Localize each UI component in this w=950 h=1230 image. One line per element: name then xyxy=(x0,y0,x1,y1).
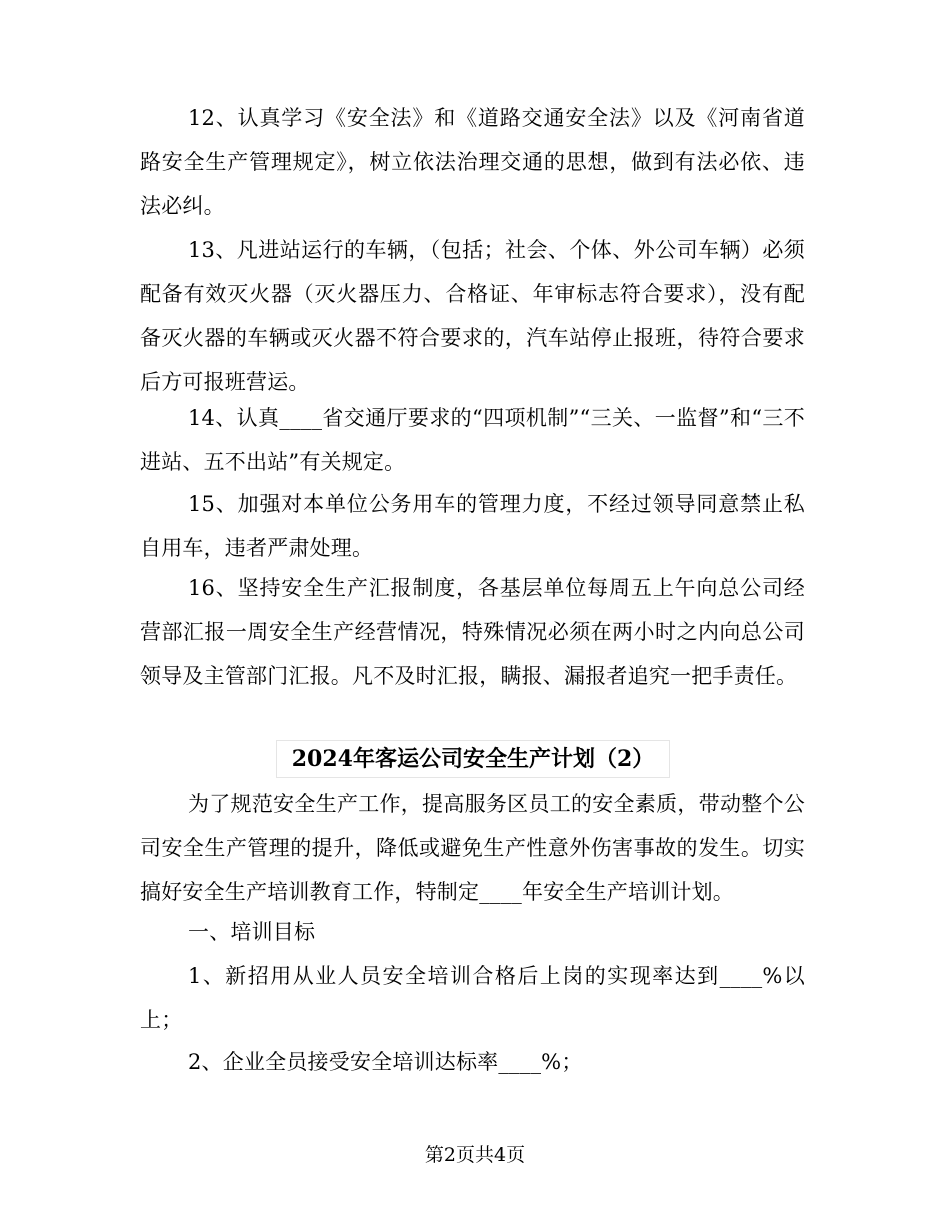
goal-item-1: 1、新招用从业人员安全培训合格后上岗的实现率达到____%以上； xyxy=(140,964,805,1032)
paragraph-item-16: 16、坚持安全生产汇报制度，各基层单位每周五上午向总公司经营部汇报一周安全生产经营情况，特殊情况必须在两小时之内向总公司领导及主管部门汇报。凡不及时汇报，瞒报、漏报者追究一把手责任。 xyxy=(140,576,805,688)
paragraph-item-13: 13、凡进站运行的车辆，（包括；社会、个体、外公司车辆）必须配备有效灭火器（灭火器压力、合格证、年审标志符合要求），没有配备灭火器的车辆或灭火器不符合要求的，汽车站停止报班，待符合要求后方可报班营运。 xyxy=(140,238,805,394)
page-number-footer: 第2页共4页 xyxy=(424,1144,526,1166)
intro-paragraph: 为了规范安全生产工作，提高服务区员工的安全素质，带动整个公司安全生产管理的提升，降低或避免生产性意外伤害事故的发生。切实搞好安全生产培训教育工作，特制定____年安全生产培训计划。 xyxy=(140,792,805,904)
paragraph-item-14: 14、认真____省交通厅要求的“四项机制”“三关、一监督”和“三不进站、五不出站”有关规定。 xyxy=(140,406,805,474)
section-title: 2024年客运公司安全生产计划（2） xyxy=(276,740,670,778)
section-heading-training-goals: 一、培训目标 xyxy=(188,920,316,944)
paragraph-item-12: 12、认真学习《安全法》和《道路交通安全法》以及《河南省道路安全生产管理规定》，树立依法治理交通的思想，做到有法必依、违法必纠。 xyxy=(140,106,805,218)
paragraph-item-15: 15、加强对本单位公务用车的管理力度，不经过领导同意禁止私自用车，违者严肃处理。 xyxy=(140,492,805,560)
goal-item-2: 2、企业全员接受安全培训达标率____%； xyxy=(188,1050,583,1074)
